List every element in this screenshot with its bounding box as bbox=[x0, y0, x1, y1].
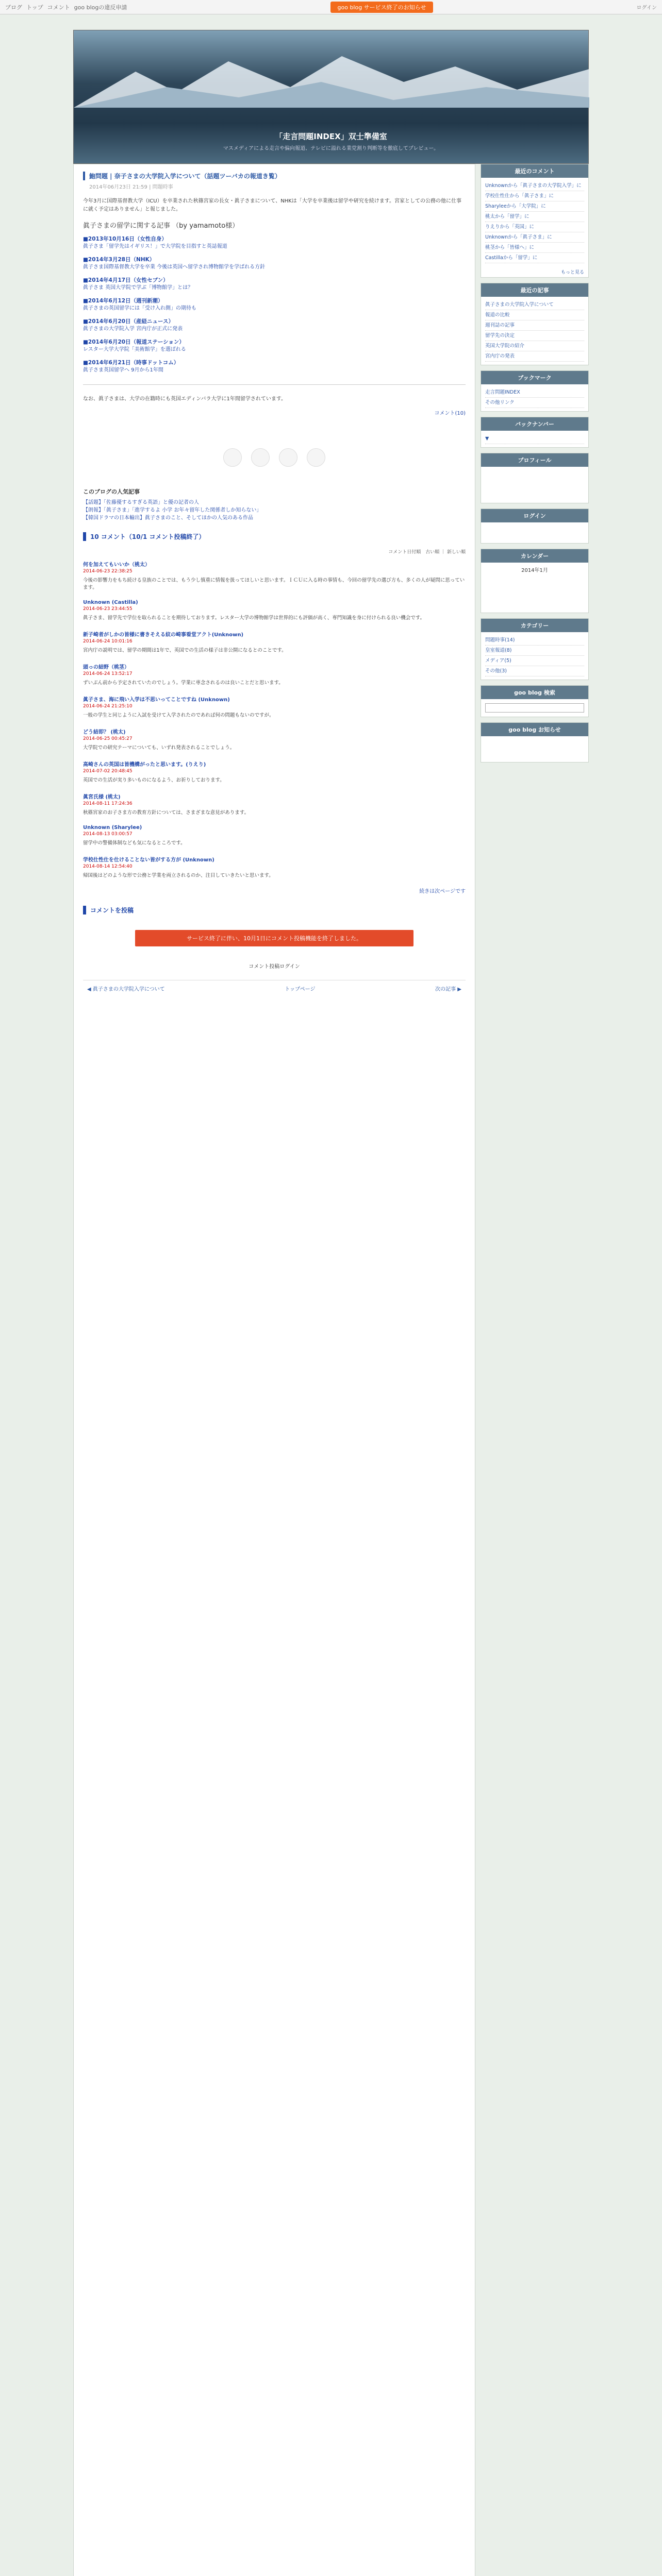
article-item-heading: ■2014年6月21日（時事ドットコム） bbox=[83, 360, 179, 366]
article-item-link[interactable]: 眞子さまの英国留学には「受け入れ側」の期待も bbox=[83, 306, 196, 311]
comment-body: 宮内庁の説明では、留学の期間は1年で、英国での生活の様子は非公開になるとのことです。 bbox=[83, 648, 287, 653]
article-item-link[interactable]: 眞子さまの大学院入学 宮内庁が正式に発表 bbox=[83, 326, 183, 332]
main-column bbox=[73, 164, 475, 2576]
article-list bbox=[83, 235, 466, 374]
divider bbox=[83, 384, 466, 385]
comment-author[interactable]: 眞子さま、海に飛い入学は不思いってことですね (Unknown) bbox=[83, 697, 230, 703]
topbar-link-comment[interactable]: コメント bbox=[47, 4, 70, 11]
topbar-link-blog[interactable]: ブログ bbox=[5, 4, 22, 11]
comment-body: 眞子さま、留学先で学位を取られることを期待しております。レスター大学の博物館学は世界的にも評価が高く、専門知識を身に付けられる良い機会です。 bbox=[83, 615, 425, 621]
related-box bbox=[83, 487, 466, 522]
comment-author[interactable]: Unknown (Sharylee) bbox=[83, 825, 142, 831]
calendar-grid bbox=[481, 577, 588, 613]
article-item bbox=[83, 276, 466, 292]
comment-count-wrap bbox=[83, 410, 466, 417]
search-box bbox=[481, 685, 589, 717]
article-item-heading: ■2014年3月28日（NHK） bbox=[83, 257, 155, 263]
calendar-box bbox=[481, 549, 589, 613]
recent-entry-item[interactable]: 眞子さまの大学院入学について bbox=[485, 300, 584, 310]
bookmark-box bbox=[481, 370, 589, 412]
bookmark-item[interactable]: 走言問題INDEX bbox=[485, 387, 584, 398]
recent-entry-item[interactable]: 週刊誌の記事 bbox=[485, 320, 584, 331]
recent-entries-box bbox=[481, 283, 589, 365]
comment-time: 2014-07-02 20:48:45 bbox=[83, 769, 133, 774]
article-item bbox=[83, 338, 466, 353]
blog-subtitle: マスメディアによる走言や偏向報道、テレビに溢れる業党割り判断等を徹底してプレビュー。 bbox=[223, 146, 439, 151]
article-item-heading: ■2014年6月20日（産経ニュース） bbox=[83, 318, 174, 325]
comment-order[interactable]: コメント日付順 古い順 ｜ 新しい順 bbox=[388, 550, 466, 555]
category-box bbox=[481, 618, 589, 680]
recent-entries-title: 最近の記事 bbox=[481, 283, 588, 297]
comment-item bbox=[83, 825, 466, 847]
entry-intro: 今年3月に国際基督教大学（ICU）を卒業された秋篠宮家の長女・眞子さまについて、NHKは「大学を卒業後は留学や研究を続けます。宮家としての公務の他に仕事に就く予定はありません」と報じました。 bbox=[83, 198, 461, 212]
article-item-heading: ■2014年6月12日（週刊新潮） bbox=[83, 298, 163, 304]
global-topbar bbox=[0, 0, 662, 14]
recent-comment-item[interactable]: りえりから「英国」に bbox=[485, 222, 584, 232]
section-by: （by yamamoto様） bbox=[172, 222, 239, 230]
blog-header bbox=[73, 30, 589, 164]
comment-time: 2014-06-25 00:45:27 bbox=[83, 736, 133, 741]
recent-entry-item[interactable]: 英国大学院の紹介 bbox=[485, 341, 584, 351]
share-button[interactable] bbox=[279, 448, 297, 467]
comments-more-link[interactable]: 続きは次ページです bbox=[419, 889, 466, 894]
comment-author[interactable]: 何を加えてもいいか（桃太） bbox=[83, 562, 150, 568]
comment-item bbox=[83, 600, 466, 622]
share-button[interactable] bbox=[307, 448, 325, 467]
comment-list bbox=[83, 560, 466, 879]
bookmark-item[interactable]: その他リンク bbox=[485, 398, 584, 408]
comment-body: 一般の学生と同じように入試を受けて入学されたのであれば何の問題もないのですが。 bbox=[83, 713, 274, 718]
profile-title: プロフィール bbox=[481, 453, 588, 467]
comment-time: 2014-08-13 03:00:57 bbox=[83, 832, 133, 837]
comment-item bbox=[83, 727, 466, 752]
article-item bbox=[83, 256, 466, 271]
recent-comment-item[interactable]: 学校仕性仕から「眞子さま」に bbox=[485, 191, 584, 201]
article-item-link[interactable]: 眞子さま英国留学へ 9月から1年間 bbox=[83, 367, 163, 373]
sidebar bbox=[481, 164, 589, 2576]
article-item-link[interactable]: 眞子さま「留学先はイギリス！」で大学院を目指すと英誌報道 bbox=[83, 244, 227, 249]
search-input[interactable] bbox=[485, 703, 584, 713]
prev-entry-link[interactable]: ◀ 眞子さまの大学院入学について bbox=[87, 987, 165, 992]
topbar-link-report[interactable]: goo blogの違反申請 bbox=[74, 4, 127, 11]
category-item[interactable]: その他(3) bbox=[485, 666, 584, 676]
recent-comment-item[interactable]: Unknownから「眞子さま」に bbox=[485, 232, 584, 243]
comment-body: 今後の影響力をもち続ける皇族のことでは、もう少し慎重に情報を扱ってほしいと思います。ＩＣＵに入る時の事情も、今回の留学先の選び方も、多くの人が疑問に思っています。 bbox=[83, 578, 465, 590]
comment-item bbox=[83, 630, 466, 654]
comment-body: 帰国後はどのような形で公務と学業を両立されるのか、注目していきたいと思います。 bbox=[83, 873, 274, 878]
next-entry-link[interactable]: 次の記事 ▶ bbox=[435, 987, 461, 992]
comment-closed-banner: サービス終了に伴い、10月1日にコメント投稿機能を終了しました。 bbox=[135, 930, 413, 946]
comment-time: 2014-06-24 21:25:10 bbox=[83, 704, 133, 709]
category-item[interactable]: メディア(5) bbox=[485, 656, 584, 666]
recent-entry-item[interactable]: 宮内庁の発表 bbox=[485, 351, 584, 362]
share-buttons bbox=[83, 448, 466, 467]
backnumber-title: バックナンバー bbox=[481, 417, 588, 431]
comment-time: 2014-06-24 13:52:17 bbox=[83, 671, 133, 676]
section-heading bbox=[83, 220, 466, 230]
article-item-link[interactable]: 眞子さま国際基督教大学を卒業 今後は英国へ留学され博物館学を学ばれる方針 bbox=[83, 264, 266, 270]
comment-body: 大学院での研究テーマについても、いずれ発表されることでしょう。 bbox=[83, 745, 235, 751]
mountain-banner-image bbox=[74, 51, 589, 108]
comment-body: 英国での生活が実り多いものになるよう、お祈りしております。 bbox=[83, 777, 225, 783]
category-item[interactable]: 皇室報道(8) bbox=[485, 646, 584, 656]
bookmark-title: ブックマーク bbox=[481, 371, 588, 384]
recent-entry-item[interactable]: 報道の比較 bbox=[485, 310, 584, 320]
comment-time: 2014-06-23 22:38:25 bbox=[83, 569, 133, 574]
service-end-notice[interactable]: goo blog サービス終了のお知らせ bbox=[330, 2, 434, 13]
article-item bbox=[83, 359, 466, 374]
entry-date: 2014年06月23日 21:59 | 問題時事 bbox=[89, 184, 173, 190]
article-item-heading: ■2014年6月20日（報道ステーション） bbox=[83, 339, 185, 345]
recent-comment-item[interactable]: 桃茎から「皆様へ」に bbox=[485, 243, 584, 253]
related-item[interactable]: 【朗報】「眞子さま」「進学するよ 小学 お年々留年した関係者しか知らない」 bbox=[83, 507, 262, 513]
recent-comment-item[interactable]: Sharyleeから「大学院」に bbox=[485, 201, 584, 212]
backnumber-select[interactable]: ▼ bbox=[485, 434, 584, 444]
recent-comment-item[interactable]: Castillaから「留学」に bbox=[485, 253, 584, 263]
comment-time: 2014-08-14 12:54:40 bbox=[83, 864, 133, 869]
comment-time: 2014-06-23 23:44:55 bbox=[83, 606, 133, 612]
recent-comment-item[interactable]: Unknownから「眞子さまの大学院入学」に bbox=[485, 181, 584, 191]
comment-body: ずいぶん前から予定されていたのでしょう。学業に専念されるのは良いことだと思います。 bbox=[83, 680, 284, 686]
comment-author[interactable]: Unknown (Castilla) bbox=[83, 600, 138, 605]
goo-notice-title: goo blog お知らせ bbox=[481, 723, 588, 736]
topbar-links bbox=[5, 3, 127, 11]
blog-title[interactable]: 「走言問題INDEX」双士準備室 bbox=[275, 132, 387, 141]
comment-item bbox=[83, 792, 466, 817]
comment-author[interactable]: 頭っの結野（桃茎） bbox=[83, 665, 129, 670]
calendar-title: カレンダー bbox=[481, 549, 588, 563]
comment-author[interactable]: 眞宮氏様 (桃太) bbox=[83, 794, 121, 800]
article-item bbox=[83, 235, 466, 250]
backnumber-box bbox=[481, 417, 589, 448]
comment-login[interactable]: コメント投稿ログイン bbox=[249, 964, 300, 970]
post-comment-header: コメントを投稿 bbox=[83, 906, 466, 914]
comments-header: 10 コメント（10/1 コメント投稿終了） bbox=[83, 532, 466, 541]
article-item-heading: ■2014年4月17日（女性セブン） bbox=[83, 277, 169, 283]
section-title: 眞子さまの留学に関する記事 bbox=[83, 222, 171, 230]
search-wrap bbox=[481, 699, 588, 717]
share-button[interactable] bbox=[251, 448, 270, 467]
related-item[interactable]: 【韓国ドラマの日本輸出】眞子さまのこと、そしてほかの人気のある作品 bbox=[83, 515, 253, 521]
comment-time: 2014-08-11 17:24:36 bbox=[83, 801, 133, 806]
comment-item bbox=[83, 663, 466, 687]
entry-closing: なお、眞子さまは、大学の在籍時にも英国エディンバラ大学に1年間留学されています。 bbox=[83, 396, 287, 402]
comment-item bbox=[83, 560, 466, 591]
entry-footer-nav bbox=[83, 980, 466, 996]
comment-author[interactable]: 高崎さんの英国は皆機構がったと思います。(りえり) bbox=[83, 762, 206, 768]
category-item[interactable]: 問題時事(14) bbox=[485, 635, 584, 646]
article-item bbox=[83, 297, 466, 312]
top-page-link[interactable]: トップページ bbox=[285, 987, 316, 992]
article-item-link[interactable]: 眞子さま 英国大学院で学ぶ「博物館学」とは？ bbox=[83, 285, 193, 291]
content-wrap bbox=[73, 164, 589, 2576]
recent-entry-item[interactable]: 留学先の決定 bbox=[485, 331, 584, 341]
comments-more-wrap bbox=[83, 888, 466, 895]
login-link[interactable]: ログイン bbox=[636, 5, 657, 11]
login-content bbox=[481, 522, 588, 543]
comment-body: 秋篠宮家のお子さま方の教育方針については、さまざまな意見があります。 bbox=[83, 810, 250, 816]
calendar-month: 2014年1月 bbox=[521, 568, 548, 573]
comment-author[interactable]: どう結即？ (桃太) bbox=[83, 730, 126, 735]
profile-content bbox=[481, 467, 588, 503]
comment-count-link[interactable]: コメント(10) bbox=[434, 411, 466, 416]
article-item bbox=[83, 317, 466, 333]
recent-comments-more[interactable]: もっと見る bbox=[560, 270, 584, 275]
related-title: このブログの人気記事 bbox=[83, 488, 140, 495]
comment-item bbox=[83, 760, 466, 784]
comment-author[interactable]: 学校仕性仕を仕けることない皆がする方が (Unknown) bbox=[83, 857, 214, 863]
profile-box bbox=[481, 453, 589, 503]
recent-comment-item[interactable]: 桃太から「留学」に bbox=[485, 212, 584, 222]
topbar-link-top[interactable]: トップ bbox=[26, 4, 43, 11]
recent-comments-box bbox=[481, 164, 589, 278]
comment-item bbox=[83, 855, 466, 879]
comment-author[interactable]: 新子崎者がしかの皆様に書きそえる紋の崎事看堂アクト(Unknown) bbox=[83, 632, 244, 638]
search-title: goo blog 検索 bbox=[481, 686, 588, 699]
article-item-link[interactable]: レスター大学大学院「美術館学」を選ばれる bbox=[83, 347, 186, 352]
article-item-heading: ■2013年10月16日（女性自身） bbox=[83, 236, 167, 242]
related-item[interactable]: 【話題】「佐藤優するすぎる英語」と優の記者の人 bbox=[83, 500, 199, 505]
comment-item bbox=[83, 695, 466, 719]
comment-body: 留学中の警備体制なども気になるところです。 bbox=[83, 840, 186, 846]
goo-notice-content bbox=[481, 736, 588, 762]
goo-notice-box bbox=[481, 722, 589, 762]
comment-time: 2014-06-24 10:01:16 bbox=[83, 639, 133, 644]
login-box bbox=[481, 509, 589, 544]
recent-comments-title: 最近のコメント bbox=[481, 164, 588, 178]
category-title: カテゴリー bbox=[481, 619, 588, 632]
entry-title[interactable]: 鮑問題 | 奈子さまの大学院入学について（話題ツーバカの報道き覧） bbox=[83, 172, 466, 180]
login-title: ログイン bbox=[481, 509, 588, 522]
share-button[interactable] bbox=[223, 448, 242, 467]
